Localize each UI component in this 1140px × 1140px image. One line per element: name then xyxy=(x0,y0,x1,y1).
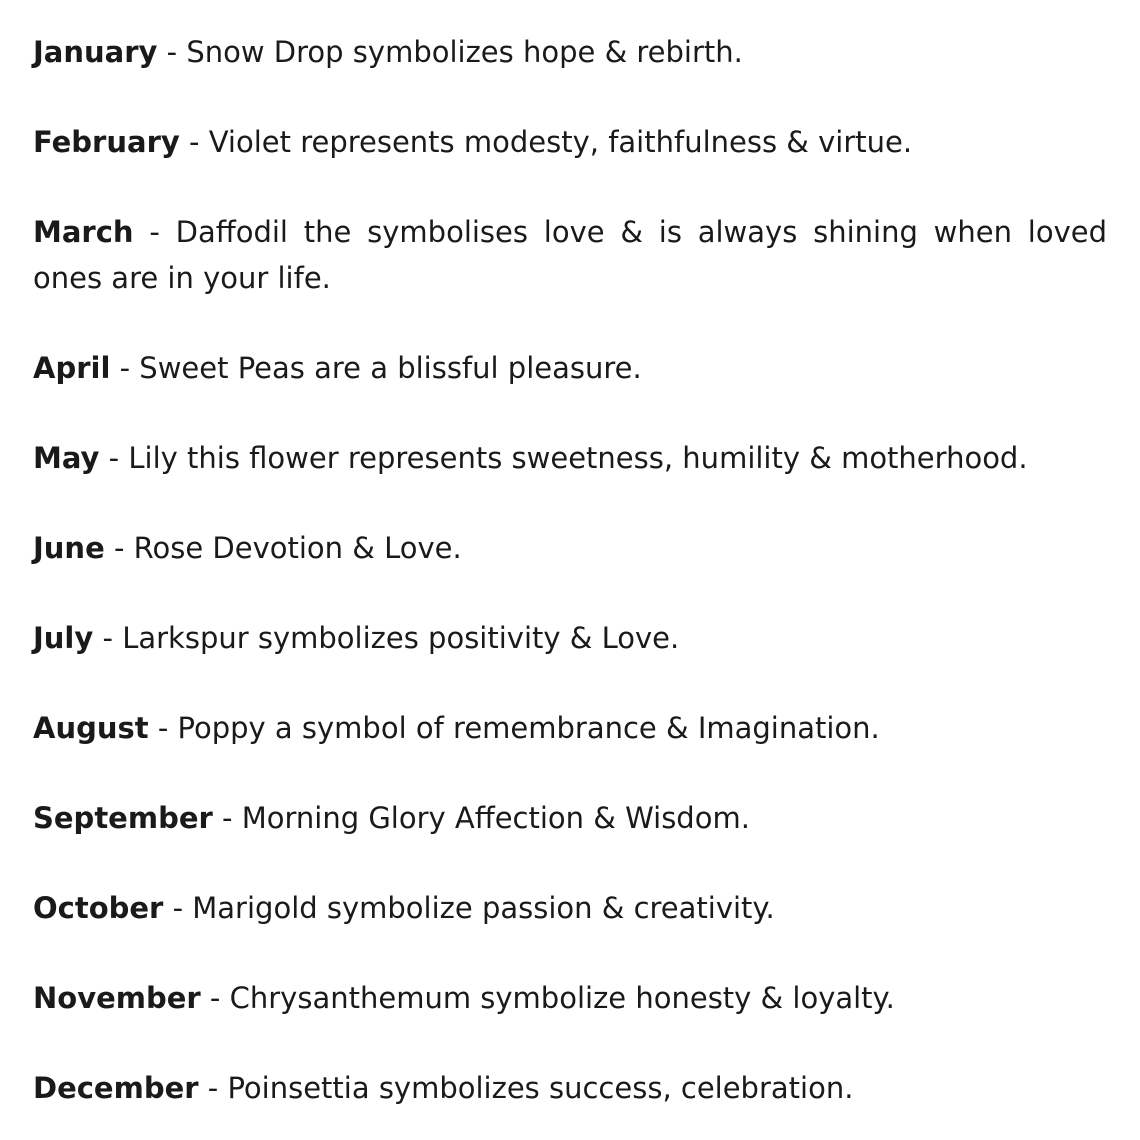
flower-description: Sweet Peas are a blissful pleasure. xyxy=(139,351,642,385)
flower-description: Snow Drop symbolizes hope & rebirth. xyxy=(186,35,743,69)
month-label: October xyxy=(33,891,164,925)
month-label: March xyxy=(33,215,134,249)
entry-march xyxy=(33,209,1107,301)
flower-description: Lily this flower represents sweetness, humility & motherhood. xyxy=(128,441,1028,475)
flower-description: Poppy a symbol of remembrance & Imagination. xyxy=(177,711,880,745)
month-label: February xyxy=(33,125,180,159)
entry-october xyxy=(33,885,1107,931)
entry-november xyxy=(33,975,1107,1021)
separator: - xyxy=(157,35,187,69)
entry-september xyxy=(33,795,1107,841)
flower-description: Daffodil the symbolises love & is always shining when loved ones are in your life. xyxy=(33,215,1107,295)
separator: - xyxy=(212,801,242,835)
entry-april xyxy=(33,345,1107,391)
month-label: November xyxy=(33,981,201,1015)
month-label: June xyxy=(33,531,105,565)
month-label: July xyxy=(33,621,94,655)
separator: - xyxy=(198,1071,228,1105)
entry-august xyxy=(33,705,1107,751)
entry-may xyxy=(33,435,1107,481)
entry-february xyxy=(33,119,1107,165)
flower-description: Morning Glory Affection & Wisdom. xyxy=(241,801,750,835)
flower-description: Rose Devotion & Love. xyxy=(133,531,462,565)
flower-description: Marigold symbolize passion & creativity. xyxy=(192,891,775,925)
entry-january xyxy=(33,29,1107,75)
flower-description: Larkspur symbolizes positivity & Love. xyxy=(122,621,680,655)
separator: - xyxy=(179,125,209,159)
entry-july xyxy=(33,615,1107,661)
entry-june xyxy=(33,525,1107,571)
flower-description: Violet represents modesty, faithfulness & virtue. xyxy=(208,125,913,159)
separator: - xyxy=(110,351,140,385)
month-label: September xyxy=(33,801,213,835)
flower-description: Chrysanthemum symbolize honesty & loyalty. xyxy=(229,981,895,1015)
separator: - xyxy=(163,891,193,925)
month-label: December xyxy=(33,1071,199,1105)
separator: - xyxy=(99,441,129,475)
month-label: April xyxy=(33,351,111,385)
separator: - xyxy=(133,215,176,249)
separator: - xyxy=(200,981,230,1015)
month-label: August xyxy=(33,711,149,745)
entry-december xyxy=(33,1065,1107,1111)
flower-description: Poinsettia symbolizes success, celebration. xyxy=(227,1071,854,1105)
separator: - xyxy=(148,711,178,745)
month-label: January xyxy=(33,35,158,69)
separator: - xyxy=(104,531,134,565)
month-label: May xyxy=(33,441,100,475)
separator: - xyxy=(93,621,123,655)
